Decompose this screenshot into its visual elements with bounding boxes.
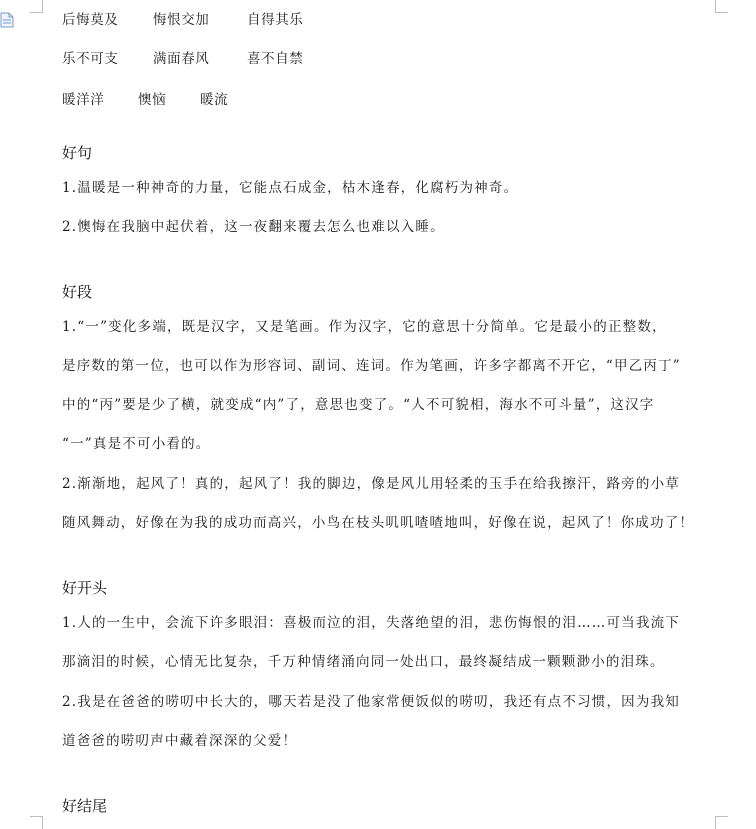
paragraph-line: 中的“丙”要是少了横，就变成“内”了，意思也变了。“人不可貌相，海水不可斗量”，这汉字 — [62, 397, 655, 413]
paragraph-line: 那滴泪的时候，心情无比复杂，千万种情绪涌向同一处出口，最终凝结成一颗颗渺小的泪珠。 — [62, 654, 665, 670]
sentence-item: 1.温暖是一种神奇的力量，它能点石成金，枯木逢春，化腐朽为神奇。 — [62, 180, 519, 196]
paragraph-line: 2.渐渐地，起风了！真的，起风了！我的脚边，像是风儿用轻柔的玉手在给我擦汗，路旁的小草 — [62, 476, 680, 492]
paragraph-line: 1.人的一生中，会流下许多眼泪：喜极而泣的泪，失落绝望的泪，悲伤悔恨的泪……可当我流下 — [62, 615, 680, 631]
paragraph-line: 2.我是在爸爸的唠叨中长大的，哪天若是没了他家常便饭似的唠叨，我还有点不习惯，因为我知 — [62, 694, 680, 710]
page-corner-mark — [715, 0, 728, 13]
paragraph-line: 随风舞动，好像在为我的成功而高兴，小鸟在枝头叽叽喳喳地叫，好像在说，起风了！你成功了！ — [62, 515, 695, 531]
paragraph-line: 1.“一”变化多端，既是汉字，又是笔画。作为汉字，它的意思十分简单。它是最小的正整数， — [62, 319, 667, 335]
page-corner-mark — [30, 0, 43, 13]
paragraph-line: 是序数的第一位，也可以作为形容词、副词、连词。作为笔画，许多字都离不开它，“甲乙丙丁” — [62, 358, 681, 374]
section-heading-good-sentences: 好句 — [62, 144, 93, 162]
page-corner-mark — [30, 816, 43, 829]
document-icon — [0, 12, 14, 28]
vocab-word: 暖流 — [200, 92, 229, 108]
vocab-word: 喜不自禁 — [247, 51, 304, 67]
vocab-word: 悔恨交加 — [153, 12, 210, 28]
vocab-word: 自得其乐 — [247, 12, 304, 28]
vocab-word: 懊恼 — [138, 92, 167, 108]
vocab-word: 乐不可支 — [62, 51, 119, 67]
sentence-item: 2.懊悔在我脑中起伏着，这一夜翻来覆去怎么也难以入睡。 — [62, 219, 445, 235]
section-heading-good-openings: 好开头 — [62, 579, 108, 597]
vocab-word: 暖洋洋 — [62, 92, 105, 108]
section-heading-good-paragraphs: 好段 — [62, 283, 93, 301]
vocab-word: 满面春风 — [153, 51, 210, 67]
paragraph-line: 道爸爸的唠叨声中藏着深深的父爱！ — [62, 733, 298, 749]
vocab-word: 后悔莫及 — [62, 12, 119, 28]
paragraph-line: “一”真是不可小看的。 — [62, 436, 211, 452]
page-corner-mark — [715, 816, 728, 829]
section-heading-good-endings: 好结尾 — [62, 797, 108, 815]
